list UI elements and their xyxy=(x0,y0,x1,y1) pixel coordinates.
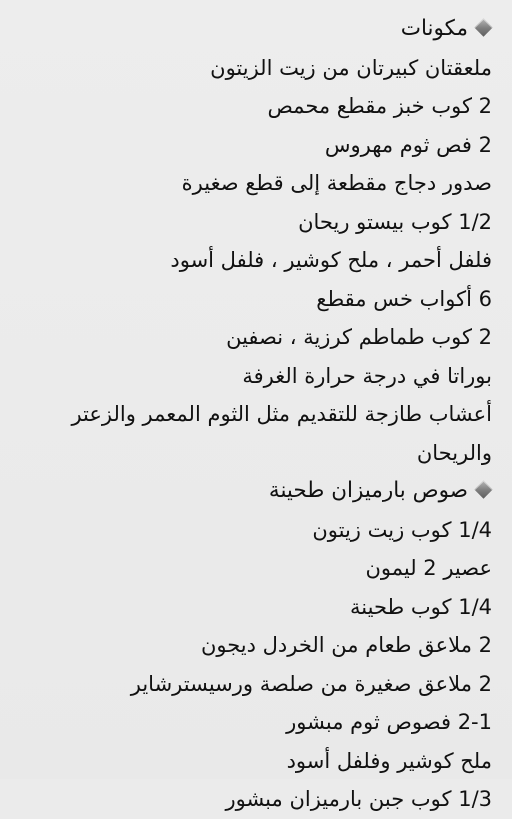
sauce-ingredient-line: 1/4 كوب زيت زيتون xyxy=(312,517,492,542)
ingredient-line: بوراتا في درجة حرارة الغرفة xyxy=(242,363,492,388)
sauce-ingredient-line: 2 ملاعق صغيرة من صلصة ورسيسترشاير xyxy=(130,671,492,696)
ingredient-line: 2 فص ثوم مهروس xyxy=(324,132,492,157)
diamond-bullet-icon xyxy=(474,480,492,498)
sauce-ingredient-line: 1/4 كوب طحينة xyxy=(350,594,492,619)
section-heading-text: مكونات xyxy=(400,16,468,41)
sauce-ingredient-line: عصير 2 ليمون xyxy=(365,556,492,580)
ingredient-line: فلفل أحمر ، ملح كوشير ، فلفل أسود xyxy=(170,248,492,272)
ingredient-line: 2 كوب طماطم كرزية ، نصفين xyxy=(226,325,492,349)
section-heading-sauce xyxy=(14,472,492,511)
ingredient-line: 6 أكواب خس مقطع xyxy=(316,286,492,311)
diamond-bullet-icon xyxy=(474,18,492,36)
ingredient-line: صدور دجاج مقطعة إلى قطع صغيرة xyxy=(181,171,492,195)
section-heading-ingredients xyxy=(14,10,492,49)
ingredient-line: أعشاب طازجة للتقديم مثل الثوم المعمر والزعتر xyxy=(71,402,492,426)
sauce-ingredient-line: 1/3 كوب جبن بارميزان مبشور xyxy=(225,787,492,811)
section-heading-text: صوص بارميزان طحينة xyxy=(268,478,468,503)
ingredient-line: 2 كوب خبز مقطع محمص xyxy=(267,94,492,118)
ingredient-line: 1/2 كوب بيستو ريحان xyxy=(298,209,492,234)
sauce-ingredient-line: 2-1 فصوص ثوم مبشور xyxy=(286,710,492,734)
sauce-ingredient-line: 2 ملاعق طعام من الخردل ديجون xyxy=(200,633,492,657)
ingredient-line-continuation: والريحان xyxy=(416,440,492,465)
ingredient-line: ملعقتان كبيرتان من زيت الزيتون xyxy=(210,55,492,80)
sauce-ingredient-line: ملح كوشير وفلفل أسود xyxy=(286,748,492,773)
